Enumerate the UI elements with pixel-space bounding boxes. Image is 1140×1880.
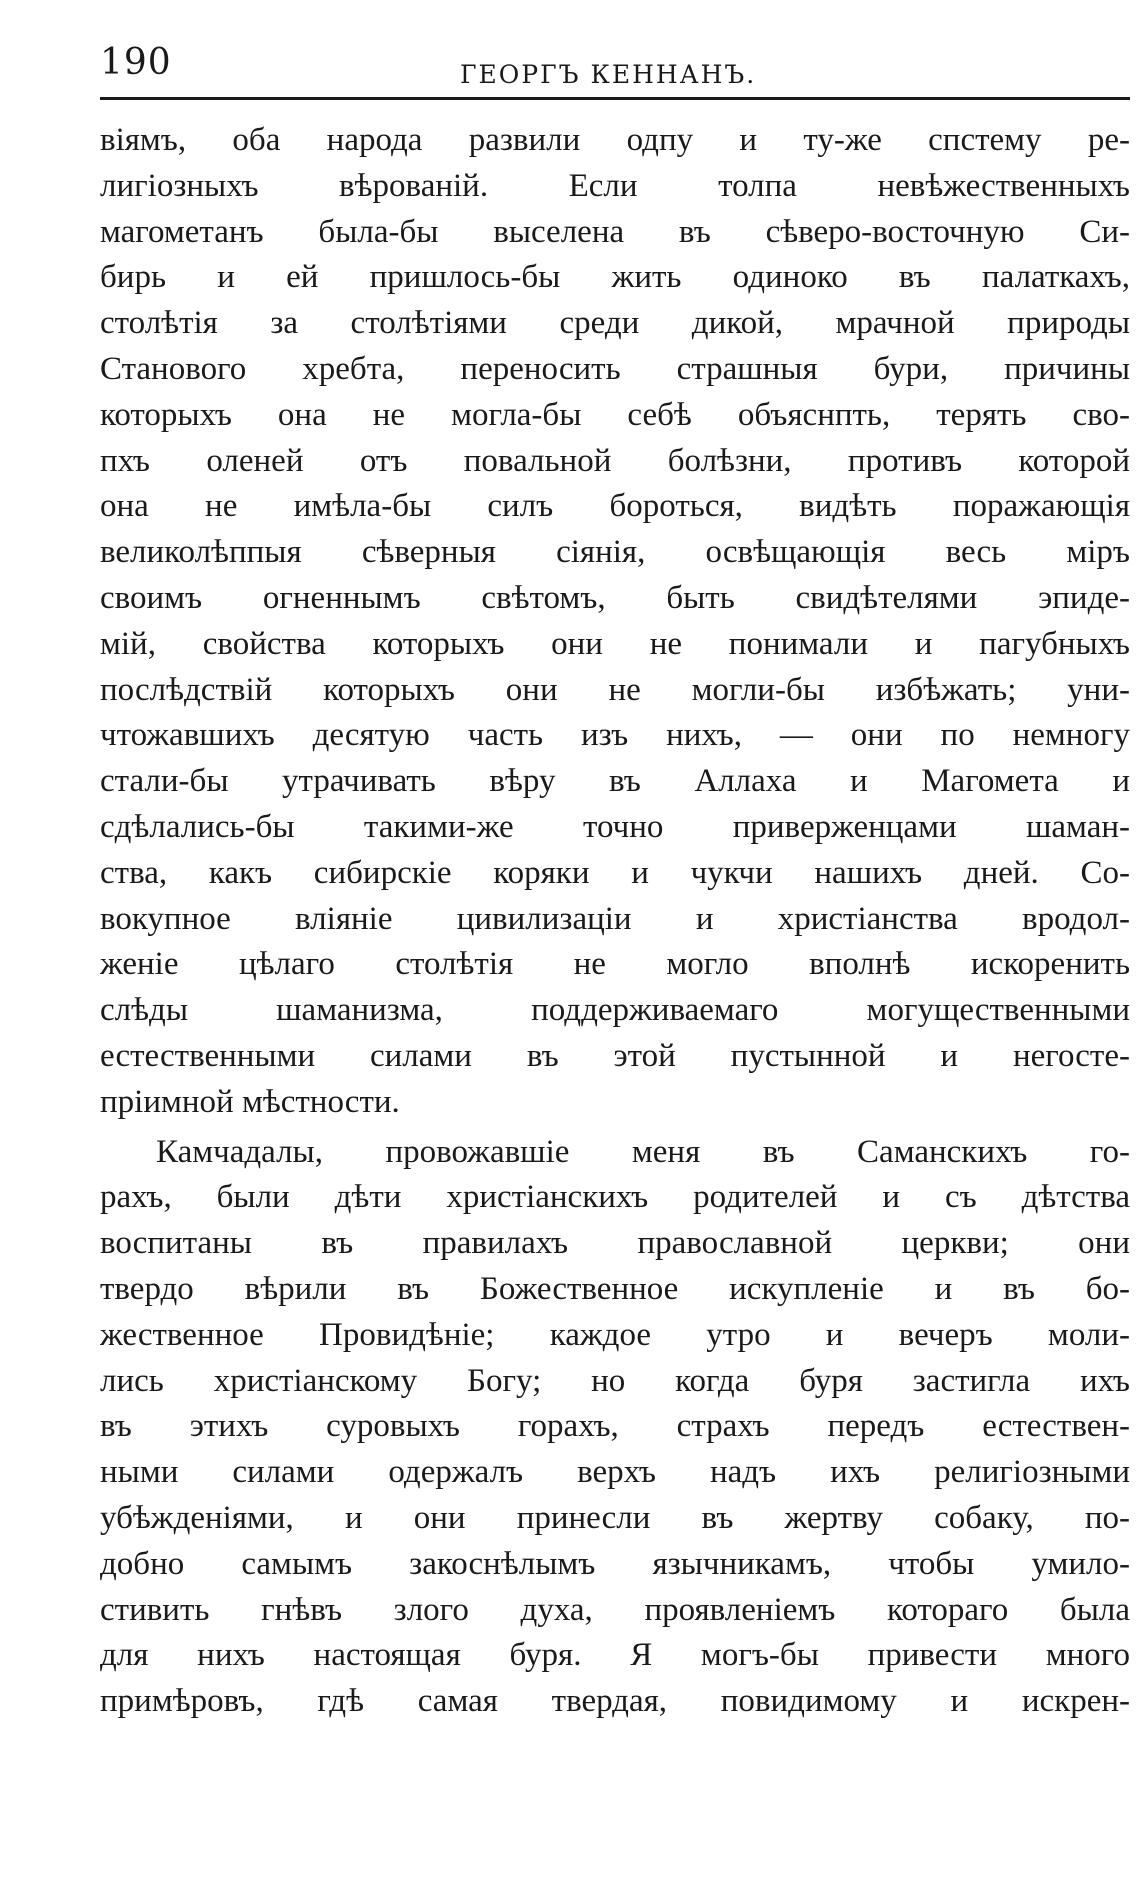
text-line: жественное Провидѣніе; каждое утро и вечеръ моли- — [100, 1316, 1130, 1353]
body-text — [100, 118, 1130, 1725]
text-line: ства, какъ сибирскіе коряки и чукчи нашихъ дней. Со- — [100, 854, 1130, 891]
text-line: она не имѣла-бы силъ бороться, видѣть поражающія — [100, 488, 1130, 525]
text-line: столѣтія за столѣтіями среди дикой, мрачной природы — [100, 305, 1130, 342]
text-line: віямъ, оба народа развили одпу и ту-же спстему ре- — [100, 122, 1130, 158]
text-line: сдѣлались-бы такими-же точно приверженцами шаман- — [100, 808, 1130, 845]
text-line: великолѣппыя сѣверныя сіянія, освѣщающія весь міръ — [100, 534, 1130, 571]
text-line: чтожавшихъ десятую часть изъ нихъ, — они по немногу — [100, 717, 1130, 754]
header-rule — [100, 97, 1130, 100]
text-line: естественными силами въ этой пустынной и негосте- — [100, 1037, 1130, 1074]
paragraph-2 — [100, 1130, 1130, 1725]
paragraph-1 — [100, 118, 1130, 1126]
text-line: пхъ оленей отъ повальной болѣзни, противъ которой — [100, 442, 1130, 479]
text-line: Камчадалы, провожавшіе меня въ Саманскихъ го- — [156, 1133, 1130, 1170]
text-line: послѣдствій которыхъ они не могли-бы избѣжать; уни- — [100, 671, 1130, 708]
text-line: бирь и ей пришлось-бы жить одиноко въ палаткахъ, — [100, 259, 1130, 296]
text-line: Станового хребта, переносить страшныя бури, причины — [100, 350, 1130, 387]
text-line: пріимной мѣстности. — [100, 1083, 400, 1120]
text-line: слѣды шаманизма, поддерживаемаго могущественными — [100, 992, 1130, 1029]
text-line: вокупное вліяніе цивилизаціи и христіанства вродол- — [100, 900, 1130, 937]
text-line: стали-бы утрачивать вѣру въ Аллаха и Магомета и — [100, 763, 1130, 800]
text-line: въ этихъ суровыхъ горахъ, страхъ передъ естествен- — [100, 1408, 1130, 1445]
text-line: женіе цѣлаго столѣтія не могло вполнѣ искоренить — [100, 946, 1130, 983]
text-line: стивить гнѣвъ злого духа, проявленіемъ котораго была — [100, 1591, 1130, 1628]
text-line: добно самымъ закоснѣлымъ язычникамъ, чтобы умило- — [100, 1545, 1130, 1582]
text-line: мій, свойства которыхъ они не понимали и пагубныхъ — [100, 625, 1130, 662]
text-line: убѣжденіями, и они принесли въ жертву собаку, по- — [100, 1499, 1130, 1536]
text-line: которыхъ она не могла-бы себѣ объяснпть, терять сво- — [100, 396, 1130, 433]
text-line: лись христіанскому Богу; но когда буря застигла ихъ — [100, 1362, 1130, 1399]
text-line: ными силами одержалъ верхъ надъ ихъ религіозными — [100, 1454, 1130, 1491]
running-head: ГЕОРГЪ КЕННАНЪ. — [460, 60, 757, 89]
text-line: своимъ огненнымъ свѣтомъ, быть свидѣтелями эпиде- — [100, 579, 1130, 616]
text-line: примѣровъ, гдѣ самая твердая, повидимому и искрен- — [100, 1683, 1130, 1720]
text-line: для нихъ настоящая буря. Я могъ-бы привести много — [100, 1637, 1130, 1674]
text-line: твердо вѣрили въ Божественное искупленіе и въ бо- — [100, 1270, 1130, 1307]
text-line: лигіозныхъ вѣрованій. Если толпа невѣжественныхъ — [100, 167, 1130, 204]
page-number: 190 — [100, 42, 172, 83]
text-line: воспитаны въ правилахъ православной церкви; они — [100, 1225, 1130, 1262]
text-line: рахъ, были дѣти христіанскихъ родителей и съ дѣтства — [100, 1179, 1130, 1216]
text-line: магометанъ была-бы выселена въ сѣверо-восточную Си- — [100, 213, 1130, 250]
page-header — [100, 38, 1130, 98]
